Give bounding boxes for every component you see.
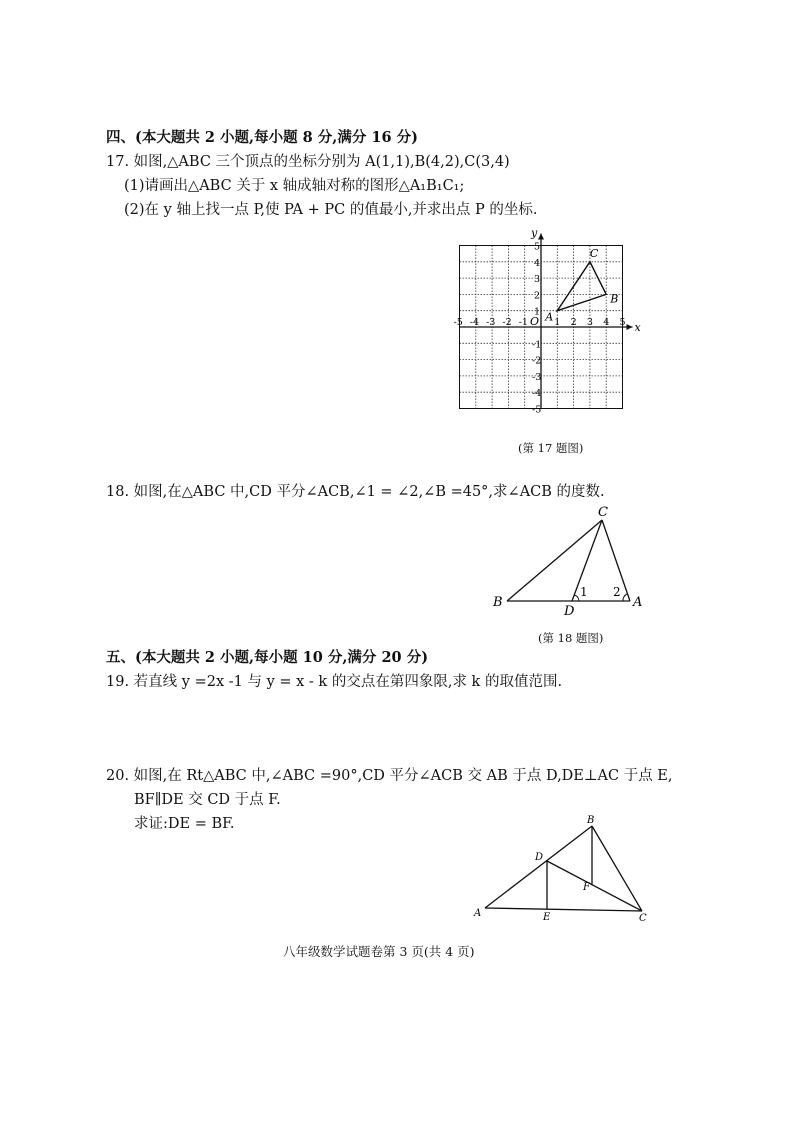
label-angle-1: 1 [580, 585, 588, 599]
triangle-abc [544, 247, 618, 324]
label-c: C [598, 505, 608, 520]
y-tick-label: -4 [532, 388, 542, 400]
y-tick-label: 3 [534, 274, 541, 286]
q17-part2: (2)在 y 轴上找一点 P,使 PA + PC 的值最小,并求出点 P 的坐标. [124, 202, 538, 218]
origin-label: O [530, 315, 540, 328]
x-tick-label: -2 [502, 317, 512, 328]
y-tick-label: 1 [534, 306, 541, 318]
x-tick-label: 3 [586, 317, 593, 328]
q18-stem: 18. 如图,在△ABC 中,CD 平分∠ACB,∠1 = ∠2,∠B =45°,求∠ACB 的度数. [106, 484, 605, 500]
label-f: F [583, 882, 590, 893]
label-d: D [535, 852, 544, 863]
x-tick-label: -1 [518, 317, 528, 328]
q18-caption: (第 18 题图) [538, 631, 604, 645]
q17-coordinate-grid [450, 225, 650, 420]
q19-stem: 19. 若直线 y =2x -1 与 y = x - k 的交点在第四象限,求 k 的取值范围. [106, 674, 563, 690]
y-tick-label: 2 [534, 290, 541, 302]
segment-ac [485, 908, 642, 911]
point-label-c: C [589, 246, 599, 260]
q20-stem-line1: 20. 如图,在 Rt△ABC 中,∠ABC =90°,CD 平分∠ACB 交 AB 于点 D,DE⊥AC 于点 E, [106, 768, 673, 784]
label-angle-2: 2 [613, 585, 621, 599]
x-axis-arrow [627, 324, 633, 330]
angle-1-arc [574, 595, 579, 601]
label-a: A [474, 908, 482, 919]
label-b: B [587, 815, 595, 826]
x-tick-label: -5 [453, 317, 463, 328]
grid-tick-labels [454, 242, 626, 416]
x-tick-label: 1 [554, 317, 561, 328]
q20-triangle-figure [470, 810, 660, 930]
x-tick-label: -3 [486, 317, 496, 328]
q20-stem-line2: BF∥DE 交 CD 于点 F. [134, 792, 281, 808]
section-4-header: 四、(本大题共 2 小题,每小题 8 分,满分 16 分) [106, 129, 418, 146]
y-axis-arrow [538, 234, 544, 240]
q18-triangle-figure [485, 500, 655, 620]
q17-caption: (第 17 题图) [518, 441, 584, 455]
q17-part1: (1)请画出△ABC 关于 x 轴成轴对称的图形△A₁B₁C₁; [124, 178, 465, 194]
point-label-a: A [545, 310, 554, 324]
segment-bc [507, 520, 602, 601]
label-b: B [493, 595, 503, 610]
x-tick-label: 5 [619, 317, 626, 328]
y-axis-label: y [531, 226, 538, 240]
label-e: E [543, 912, 551, 923]
label-d: D [564, 604, 575, 619]
x-axis-label: x [634, 321, 641, 334]
q20-prove: 求证:DE = BF. [134, 816, 235, 832]
section-5-header: 五、(本大题共 2 小题,每小题 10 分,满分 20 分) [106, 649, 429, 666]
triangle-abc-outline [557, 262, 606, 311]
x-tick-label: 4 [603, 317, 610, 328]
point-label-b: B [610, 292, 619, 306]
page-footer: 八年级数学试题卷第 3 页(共 4 页) [283, 944, 475, 959]
angle-2-arc [623, 594, 627, 601]
y-tick-label: 5 [534, 241, 541, 253]
q17-stem: 17. 如图,△ABC 三个顶点的坐标分别为 A(1,1),B(4,2),C(3,4) [106, 154, 510, 170]
y-tick-label: -2 [532, 355, 542, 367]
x-tick-label: 2 [570, 317, 577, 328]
y-tick-label: -3 [532, 371, 542, 383]
segment-ab [485, 826, 592, 908]
y-tick-label: 4 [534, 257, 541, 269]
label-a: A [633, 595, 643, 610]
y-tick-label: -1 [532, 339, 542, 351]
y-tick-label: -5 [532, 404, 542, 416]
label-c: C [639, 913, 647, 924]
x-tick-label: -4 [469, 317, 480, 328]
